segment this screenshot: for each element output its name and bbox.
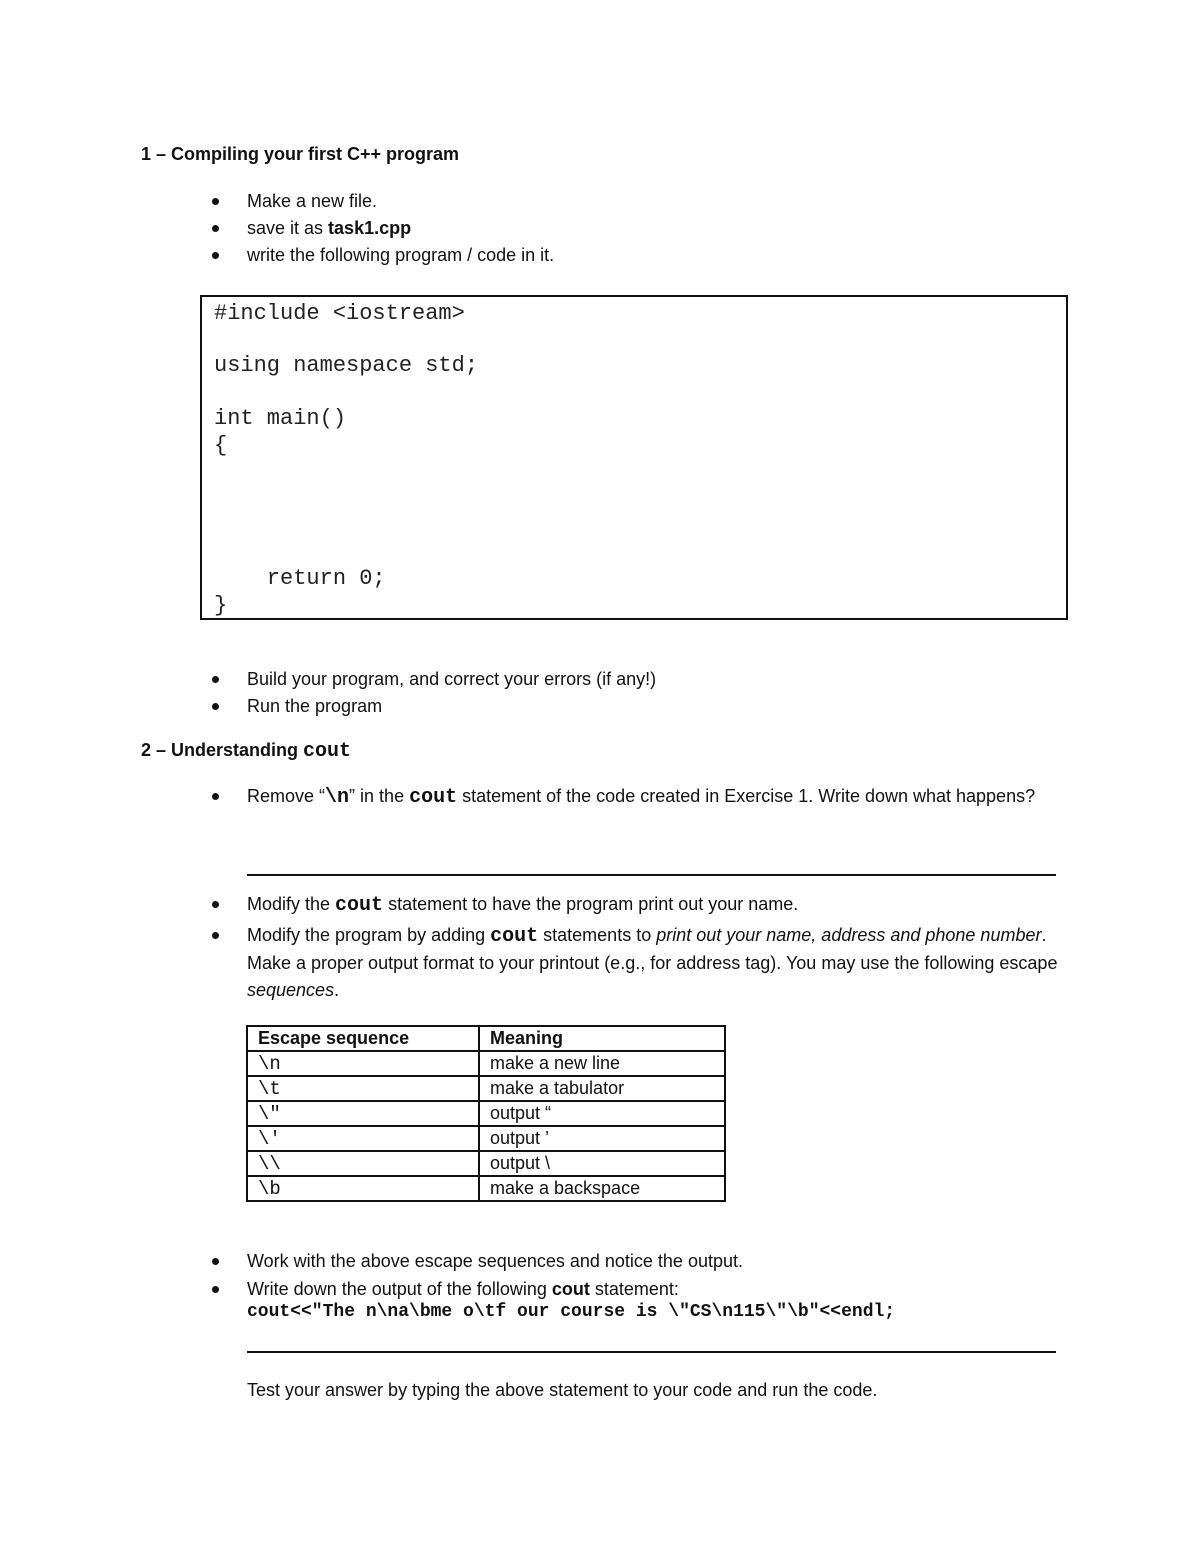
code-line: } <box>214 593 228 618</box>
step-text: statement to have the program print out your name. <box>383 894 799 914</box>
table-row <box>247 1176 725 1201</box>
table-cell: \' <box>247 1126 479 1151</box>
table-cell: output ’ <box>479 1126 725 1151</box>
italic-text: print out your name, address and phone number <box>656 925 1042 945</box>
step-text: Work with the above escape sequences and notice the output. <box>247 1251 743 1271</box>
table-cell: make a backspace <box>479 1176 725 1201</box>
escape-sequence-table <box>246 1025 726 1202</box>
list-item <box>0 783 1082 811</box>
table-cell: output \ <box>479 1151 725 1176</box>
step-text: Build your program, and correct your errors (if any!) <box>247 669 657 689</box>
table-cell: output “ <box>479 1101 725 1126</box>
list-item <box>0 693 1082 720</box>
code-line: int main() <box>214 406 347 431</box>
step-text: ” in the <box>349 786 410 806</box>
list-item <box>0 1248 1082 1275</box>
code-line: return 0; <box>214 566 386 591</box>
filename: task1.cpp <box>328 218 412 238</box>
list-item <box>0 666 1082 693</box>
code-box <box>200 295 1068 620</box>
list-item <box>0 188 1082 215</box>
step-text: Make a new file. <box>247 191 378 211</box>
section2-list-a <box>0 783 1082 811</box>
cout-keyword: cout <box>490 925 539 948</box>
step-text: . <box>334 980 340 1000</box>
table-header: Meaning <box>479 1026 725 1051</box>
step-text: Modify the program by adding <box>247 925 491 945</box>
section1-build-list <box>0 666 1082 720</box>
code-line: #include <iostream> <box>214 301 465 326</box>
table-cell: \b <box>247 1176 479 1201</box>
table-row <box>247 1151 725 1176</box>
step-text: statements to <box>538 925 657 945</box>
table-header-row <box>247 1026 725 1051</box>
section2-list-b <box>0 891 1082 1004</box>
answer-line <box>247 874 1056 876</box>
table-row <box>247 1101 725 1126</box>
step-text: Modify the <box>247 894 336 914</box>
step-text: statement of the code created in Exercise 1. Write down what happens? <box>457 786 1036 806</box>
cout-statement: cout<<"The n\na\bme o\tf our course is \"CS\n115\"\b"<<endl; <box>247 1302 896 1322</box>
cout-keyword: cout <box>303 740 352 763</box>
list-item <box>0 891 1082 919</box>
table-row <box>247 1051 725 1076</box>
list-item <box>0 922 1082 1004</box>
section1-steps-list <box>0 188 1082 269</box>
answer-line <box>247 1351 1056 1353</box>
cout-keyword: cout <box>335 894 384 917</box>
code-line: { <box>214 433 228 458</box>
step-text: statement: <box>589 1279 679 1299</box>
code-line: using namespace std; <box>214 353 479 378</box>
table-cell: make a new line <box>479 1051 725 1076</box>
step-text: Write down the output of the following <box>247 1279 552 1299</box>
section2-title-text: 2 – Understanding <box>141 740 304 760</box>
step-text: . Make a proper output format to your printout (e.g., for address tag). You may use the following escape <box>247 925 1058 973</box>
table-row <box>247 1076 725 1101</box>
table-row <box>247 1126 725 1151</box>
table-cell: \n <box>247 1051 479 1076</box>
step-text: Run the program <box>247 696 383 716</box>
table-cell: \" <box>247 1101 479 1126</box>
table-cell: \\ <box>247 1151 479 1176</box>
cout-keyword: cout <box>551 1279 590 1299</box>
table-cell: \t <box>247 1076 479 1101</box>
step-text: write the following program / code in it. <box>247 245 555 265</box>
list-item <box>0 1276 1082 1303</box>
list-item <box>0 242 1082 269</box>
step-text: Remove “ <box>247 786 326 806</box>
test-note: Test your answer by typing the above statement to your code and run the code. <box>247 1380 878 1400</box>
list-item <box>0 215 1082 242</box>
cout-keyword: cout <box>409 786 458 809</box>
section2-list-c <box>0 1248 1082 1303</box>
table-cell: make a tabulator <box>479 1076 725 1101</box>
table-header: Escape sequence <box>247 1026 479 1051</box>
section2-title <box>141 740 351 763</box>
newline-escape: \n <box>325 786 350 809</box>
italic-text: sequences <box>247 980 335 1000</box>
step-text: save it as <box>247 218 329 238</box>
section1-title: 1 – Compiling your first C++ program <box>141 144 460 164</box>
